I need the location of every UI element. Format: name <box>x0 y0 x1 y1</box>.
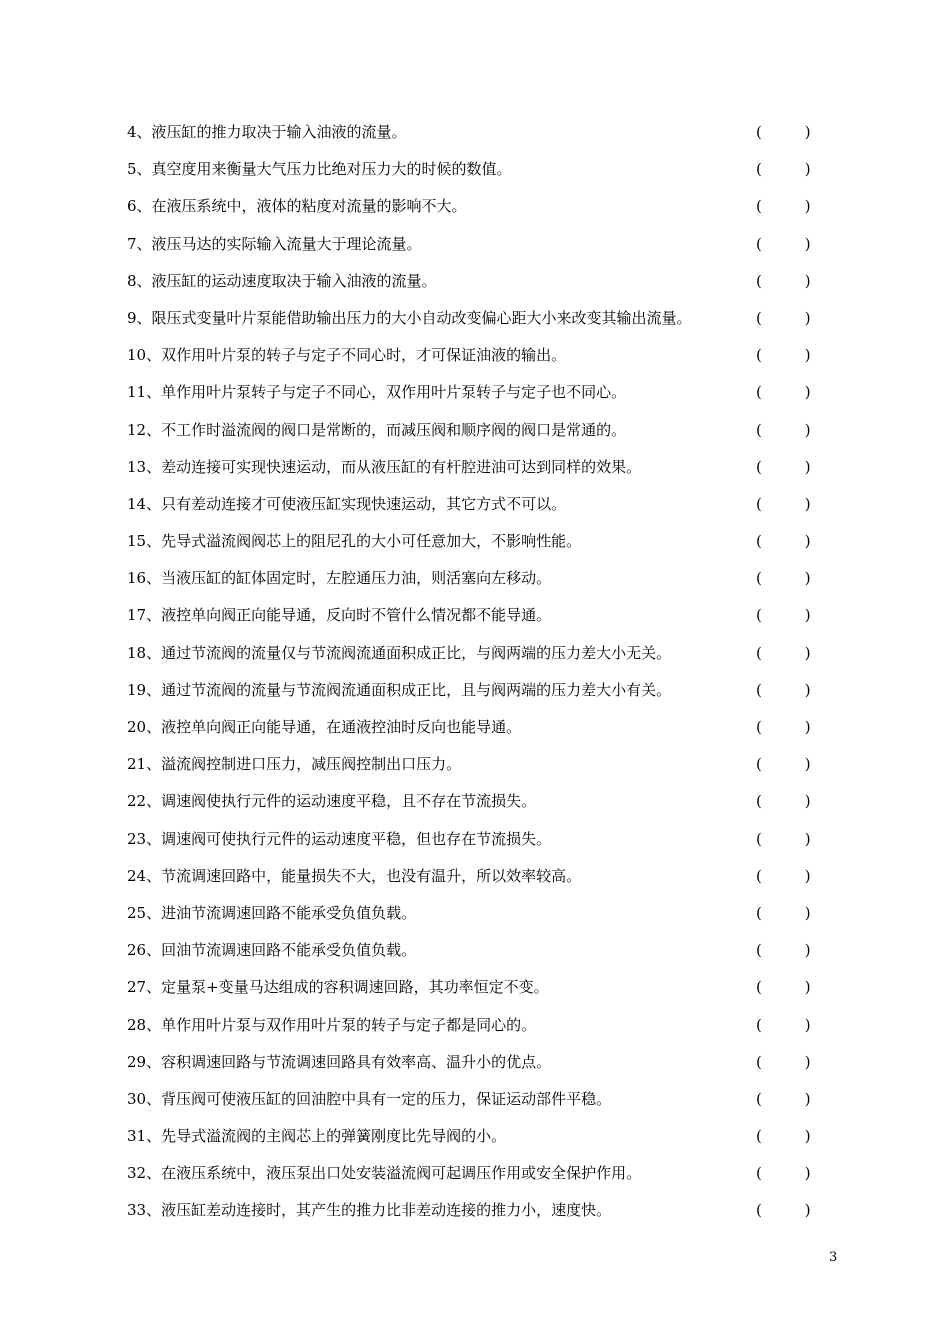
question-item <box>0 149 950 186</box>
answer-blank: ( ) <box>756 1052 811 1071</box>
question-item <box>0 856 950 893</box>
question-item <box>0 521 950 558</box>
question-item <box>0 224 950 261</box>
question-item <box>0 633 950 670</box>
question-text: 6、在液压系统中，液体的粘度对流量的影响不大。 <box>127 197 467 216</box>
answer-blank: ( ) <box>756 160 811 179</box>
question-text: 20、液控单向阀正向能导通，在通液控油时反向也能导通。 <box>127 718 522 736</box>
question-item <box>0 447 950 484</box>
answer-blank: ( ) <box>756 606 811 625</box>
answer-blank: ( ) <box>756 643 811 662</box>
question-text: 17、液控单向阀正向能导通，反向时不管什么情况都不能导通。 <box>127 606 552 625</box>
question-item <box>0 1042 950 1079</box>
question-text: 18、通过节流阀的流量仅与节流阀流通面积成正比，与阀两端的压力差大小无关。 <box>127 643 672 662</box>
question-item <box>0 967 950 1004</box>
question-item <box>0 670 950 707</box>
question-item <box>0 186 950 223</box>
answer-blank: ( ) <box>756 197 811 216</box>
question-item <box>0 819 950 856</box>
answer-blank: ( ) <box>756 755 811 774</box>
answer-blank: ( ) <box>756 978 811 997</box>
question-item <box>0 558 950 595</box>
answer-blank: ( ) <box>756 1089 811 1108</box>
question-list <box>0 112 950 1228</box>
answer-blank: ( ) <box>756 718 811 736</box>
question-text: 12、不工作时溢流阀的阀口是常断的，而减压阀和顺序阀的阀口是常通的。 <box>127 420 627 439</box>
question-text: 22、调速阀使执行元件的运动速度平稳，且不存在节流损失。 <box>127 792 537 811</box>
answer-blank: ( ) <box>756 569 811 588</box>
answer-blank: ( ) <box>756 308 811 327</box>
answer-blank: ( ) <box>756 123 811 141</box>
question-text: 29、容积调速回路与节流调速回路具有效率高、温升小的优点。 <box>127 1052 552 1071</box>
question-text: 28、单作用叶片泵与双作用叶片泵的转子与定子都是同心的。 <box>127 1015 537 1034</box>
question-item <box>0 372 950 409</box>
question-item <box>0 1116 950 1153</box>
question-item <box>0 484 950 521</box>
answer-blank: ( ) <box>756 941 811 960</box>
question-text: 13、差动连接可实现快速运动，而从液压缸的有杆腔进油可达到同样的效果。 <box>127 457 642 476</box>
question-item <box>0 1190 950 1227</box>
question-text: 24、节流调速回路中，能量损失不大，也没有温升，所以效率较高。 <box>127 866 582 885</box>
answer-blank: ( ) <box>756 866 811 885</box>
question-text: 15、先导式溢流阀阀芯上的阻尼孔的大小可任意加大，不影响性能。 <box>127 532 582 551</box>
question-item <box>0 744 950 781</box>
answer-blank: ( ) <box>756 792 811 811</box>
question-text: 25、进油节流调速回路不能承受负值负载。 <box>127 903 417 922</box>
question-text: 21、溢流阀控制进口压力，减压阀控制出口压力。 <box>127 755 462 774</box>
question-text: 26、回油节流调速回路不能承受负值负载。 <box>127 941 417 960</box>
answer-blank: ( ) <box>756 1164 811 1183</box>
question-item <box>0 1153 950 1190</box>
answer-blank: ( ) <box>756 346 811 365</box>
question-item <box>0 707 950 744</box>
answer-blank: ( ) <box>756 494 811 513</box>
question-text: 14、只有差动连接才可使液压缸实现快速运动，其它方式不可以。 <box>127 494 567 513</box>
question-text: 31、先导式溢流阀的主阀芯上的弹簧刚度比先导阀的小。 <box>127 1127 507 1146</box>
question-text: 11、单作用叶片泵转子与定子不同心，双作用叶片泵转子与定子也不同心。 <box>127 383 627 402</box>
answer-blank: ( ) <box>756 1201 811 1220</box>
answer-blank: ( ) <box>756 420 811 439</box>
question-item <box>0 298 950 335</box>
answer-blank: ( ) <box>756 532 811 551</box>
question-text: 7、液压马达的实际输入流量大于理论流量。 <box>127 234 422 253</box>
question-text: 30、背压阀可使液压缸的回油腔中具有一定的压力，保证运动部件平稳。 <box>127 1089 612 1108</box>
question-text: 9、限压式变量叶片泵能借助输出压力的大小自动改变偏心距大小来改变其输出流量。 <box>127 308 692 327</box>
answer-blank: ( ) <box>756 457 811 476</box>
answer-blank: ( ) <box>756 680 811 699</box>
question-item <box>0 930 950 967</box>
question-text: 32、在液压系统中，液压泵出口处安装溢流阀可起调压作用或安全保护作用。 <box>127 1164 642 1183</box>
answer-blank: ( ) <box>756 271 811 290</box>
question-item <box>0 335 950 372</box>
answer-blank: ( ) <box>756 383 811 402</box>
question-text: 27、定量泵+变量马达组成的容积调速回路，其功率恒定不变。 <box>127 978 549 997</box>
page-number: 3 <box>829 1250 838 1265</box>
question-item <box>0 781 950 818</box>
question-text: 8、液压缸的运动速度取决于输入油液的流量。 <box>127 271 437 290</box>
question-item <box>0 595 950 632</box>
question-text: 19、通过节流阀的流量与节流阀流通面积成正比，且与阀两端的压力差大小有关。 <box>127 680 672 699</box>
question-text: 23、调速阀可使执行元件的运动速度平稳，但也存在节流损失。 <box>127 829 552 848</box>
question-text: 16、当液压缸的缸体固定时，左腔通压力油，则活塞向左移动。 <box>127 569 552 588</box>
answer-blank: ( ) <box>756 829 811 848</box>
question-text: 4、液压缸的推力取决于输入油液的流量。 <box>127 123 407 141</box>
question-item <box>0 261 950 298</box>
answer-blank: ( ) <box>756 234 811 253</box>
question-text: 10、双作用叶片泵的转子与定子不同心时，才可保证油液的输出。 <box>127 346 567 365</box>
question-item <box>0 1079 950 1116</box>
answer-blank: ( ) <box>756 1015 811 1034</box>
answer-blank: ( ) <box>756 903 811 922</box>
question-item <box>0 1005 950 1042</box>
question-text: 33、液压缸差动连接时，其产生的推力比非差动连接的推力小，速度快。 <box>127 1201 612 1220</box>
answer-blank: ( ) <box>756 1127 811 1146</box>
question-item <box>0 410 950 447</box>
question-item <box>0 893 950 930</box>
question-item <box>0 112 950 149</box>
question-text: 5、真空度用来衡量大气压力比绝对压力大的时候的数值。 <box>127 160 512 179</box>
